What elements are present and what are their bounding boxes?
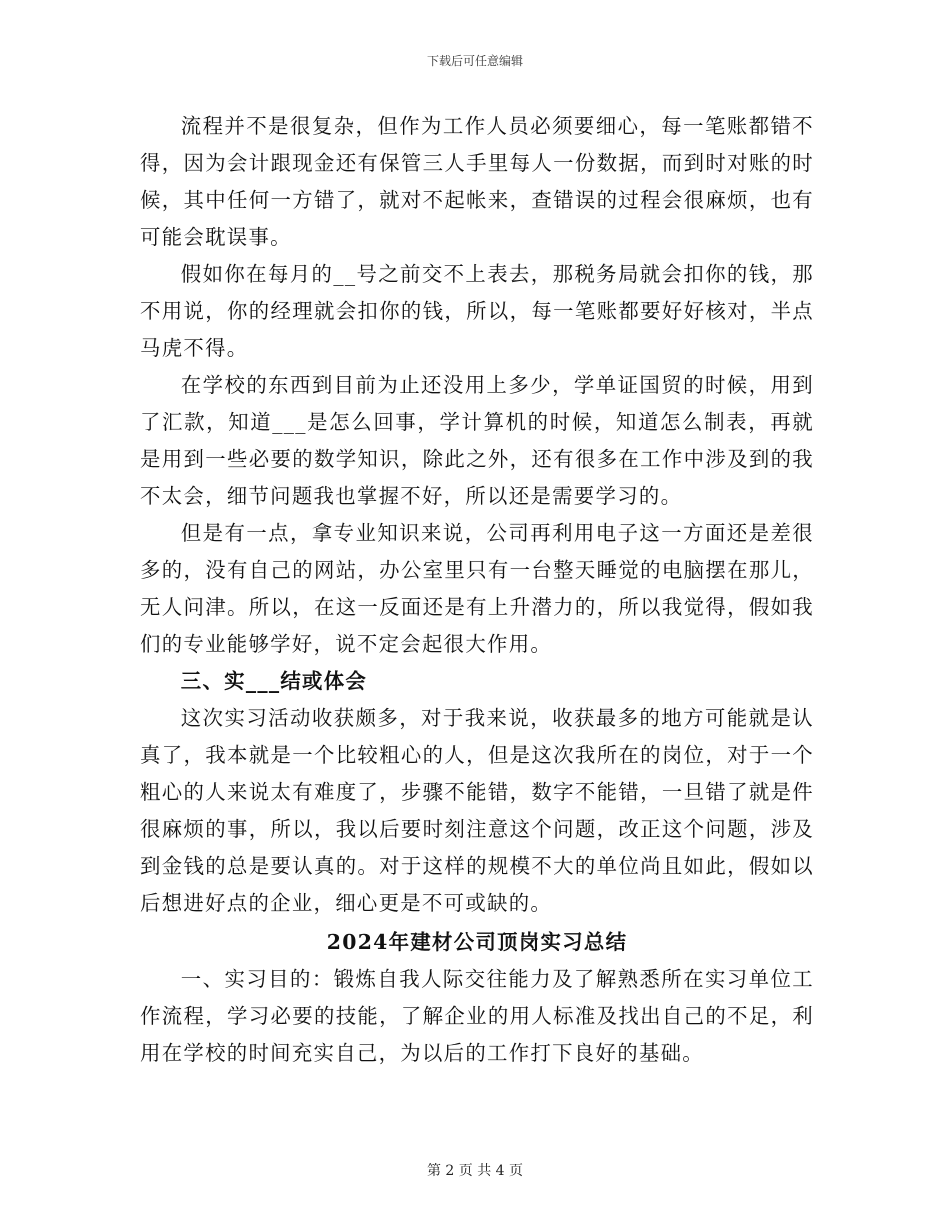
section-heading: 三、实___结或体会 — [180, 669, 368, 693]
page-footer: 第 2 页 共 4 页 — [426, 1163, 524, 1179]
document-body — [140, 108, 814, 1072]
paragraph-internship-purpose: 一、实习目的：锻炼自我人际交往能力及了解熟悉所在实习单位工作流程，学习必要的技能，了解企业的用人标准及找出自己的不足，利用在学校的时间充实自己，为以后的工作打下良好的基础。 — [140, 967, 814, 1065]
paragraph-summary: 这次实习活动收获颇多，对于我来说，收获最多的地方可能就是认真了，我本就是一个比较粗心的人，但是这次我所在的岗位，对于一个粗心的人来说太有难度了，步骤不能错，数字不能错，一旦错了就是件很麻烦的事，所以，我以后要时刻注意这个问题，改正这个问题，涉及到金钱的总是要认真的。对于这样的规模不大的单位尚且如此，假如以后想进好点的企业，细心更是不可或缺的。 — [140, 706, 814, 915]
paragraph-school-knowledge: 在学校的东西到目前为止还没用上多少，学单证国贸的时候，用到了汇款，知道___是怎么回事，学计算机的时候，知道怎么制表，再就是用到一些必要的数学知识，除此之外，还有很多在工作中涉及到的我不太会，细节问题我也掌握不好，所以还是需要学习的。 — [140, 373, 814, 508]
document-title: 2024年建材公司顶岗实习总结 — [326, 930, 628, 954]
paragraph-tax-deadline: 假如你在每月的__号之前交不上表去，那税务局就会扣你的钱，那不用说，你的经理就会扣你的钱，所以，每一笔账都要好好核对，半点马虎不得。 — [140, 262, 814, 360]
paragraph-electronics: 但是有一点，拿专业知识来说，公司再利用电子这一方面还是差很多的，没有自己的网站，办公室里只有一台整天睡觉的电脑摆在那儿，无人问津。所以，在这一反面还是有上升潜力的，所以我觉得，假如我们的专业能够学好，说不定会起很大作用。 — [140, 521, 814, 656]
page-header: 下载后可任意编辑 — [426, 54, 523, 68]
paragraph-process: 流程并不是很复杂，但作为工作人员必须要细心，每一笔账都错不得，因为会计跟现金还有保管三人手里每人一份数据，而到时对账的时候，其中任何一方错了，就对不起帐来，查错误的过程会很麻烦，也有可能会耽误事。 — [140, 114, 814, 249]
